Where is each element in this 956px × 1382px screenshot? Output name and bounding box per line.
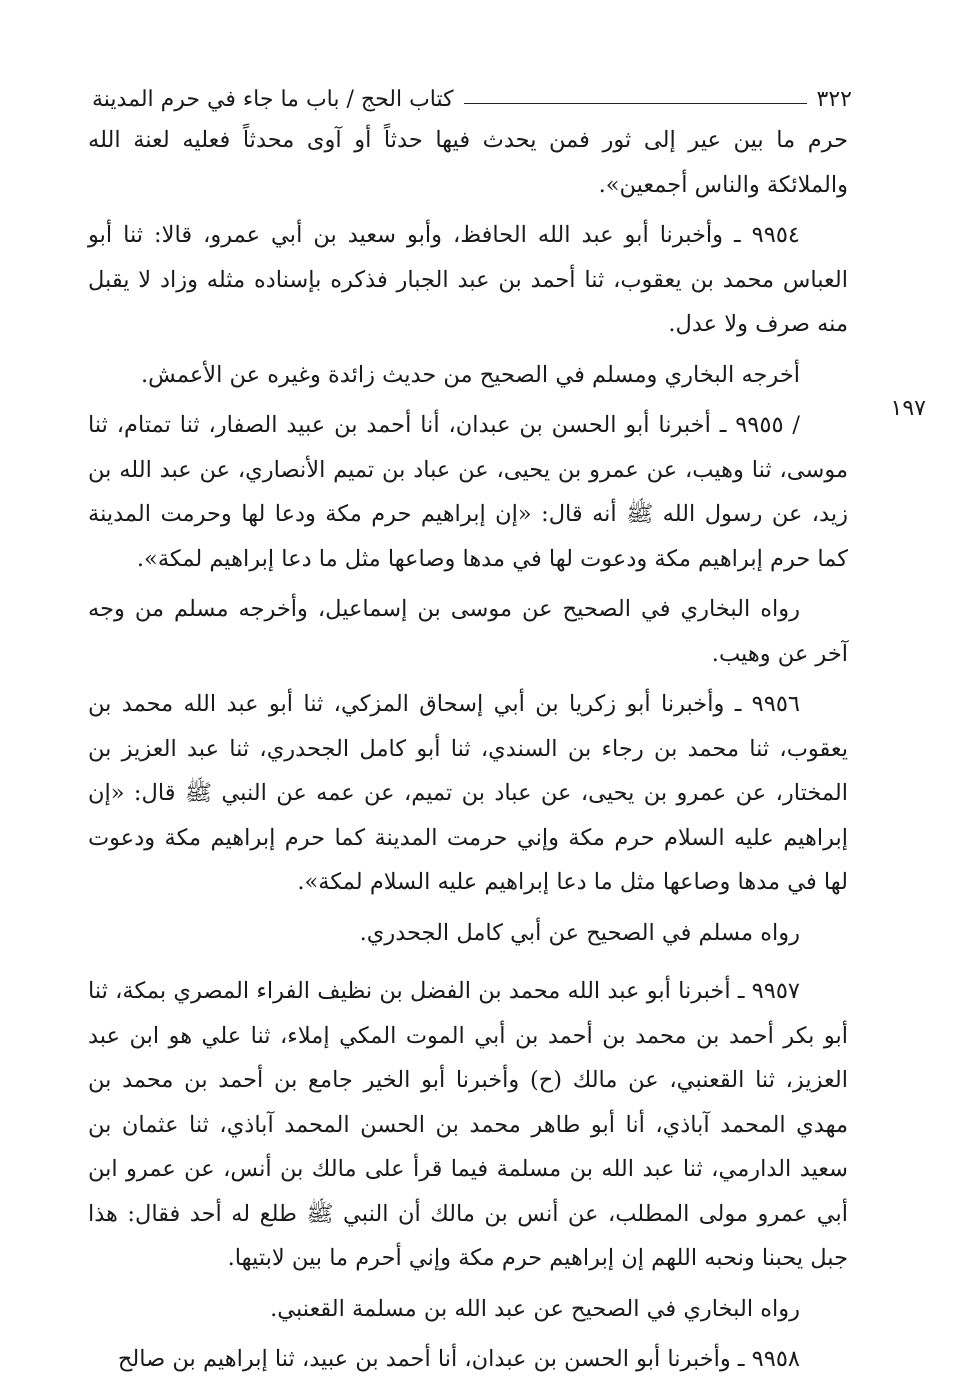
hadith-9958: ٩٩٥٨ ـ وأخبرنا أبو الحسن بن عبدان، أنا أحمد بن عبيد، ثنا إبراهيم بن صالح [117,1346,800,1372]
takhrij-note: رواه البخاري في الصحيح عن عبد الله بن مسلمة القعنبي. [270,1295,800,1322]
page-number: ٣٢٢ [816,87,852,112]
page-header [92,82,852,112]
header-rule [464,103,807,104]
margin-page-reference: ١٩٧ [890,396,926,421]
hadith-9954: ٩٩٥٤ ـ وأخبرنا أبو عبد الله الحافظ، وأبو سعيد بن أبي عمرو، قالا: ثنا أبو العباس محمد بن يعقوب، ثنا أحمد بن عبد الجبار فذكره بإسناده مثله وزاد لا يقبل منه صرف ولا عدل. [88,222,848,337]
paragraph-continuation: حرم ما بين عير إلى ثور فمن يحدث فيها حدثاً أو آوى محدثاً فعليه لعنة الله والملائكة والناس أجمعين». [88,127,848,198]
takhrij-note: رواه مسلم في الصحيح عن أبي كامل الجحدري. [359,919,800,946]
running-title: كتاب الحج / باب ما جاء في حرم المدينة [92,87,454,112]
hadith-9956: ٩٩٥٦ ـ وأخبرنا أبو زكريا بن أبي إسحاق المزكي، ثنا أبو عبد الله محمد بن يعقوب، ثنا محمد بن رجاء بن السندي، ثنا أبو كامل الجحدري، ثنا عبد العزيز بن المختار، عن عمرو بن يحيى، عن عباد بن تميم، عن عمه عن النبي ﷺ قال: «إن إبراهيم عليه السلام حرم مكة وإني حرمت المدينة كما حرم إبراهيم مكة ودعوت لها في مدها وصاعها مثل ما دعا إبراهيم عليه السلام لمكة». [88,691,848,895]
hadith-9955: / ٩٩٥٥ ـ أخبرنا أبو الحسن بن عبدان، أنا أحمد بن عبيد الصفار، ثنا تمتام، ثنا موسى، ثنا وهيب، عن عمرو بن يحيى، عن عباد بن تميم الأنصاري، عن عبد الله بن زيد، عن رسول الله ﷺ أنه قال: «إن إبراهيم حرم مكة ودعا لها وحرمت المدينة كما حرم إبراهيم مكة ودعوت لها في مدها وصاعها مثل ما دعا إبراهيم لمكة». [88,412,848,572]
takhrij-note: رواه البخاري في الصحيح عن موسى بن إسماعيل، وأخرجه مسلم من وجه آخر عن وهيب. [88,596,848,667]
hadith-9957: ٩٩٥٧ ـ أخبرنا أبو عبد الله محمد بن الفضل بن نظيف الفراء المصري بمكة، ثنا أبو بكر أحمد بن محمد بن أحمد بن أبي الموت المكي إملاء، ثنا علي هو ابن عبد العزيز، ثنا القعنبي، عن مالك (ح) وأخبرنا أبو الخير جامع بن أحمد بن محمد بن مهدي المحمد آباذي، أنا أبو طاهر محمد بن الحسن المحمد آباذي، ثنا عثمان بن سعيد الدارمي، ثنا عبد الله بن مسلمة فيما قرأ على مالك بن أنس، عن عمرو ابن أبي عمرو مولى المطلب، عن أنس بن مالك أن النبي ﷺ طلع له أحد فقال: هذا جبل يحبنا ونحبه اللهم إن إبراهيم حرم مكة وإني أحرم ما بين لابتيها. [88,978,848,1271]
page-body [88,118,848,1382]
takhrij-note: أخرجه البخاري ومسلم في الصحيح من حديث زائدة وغيره عن الأعمش. [141,361,800,388]
